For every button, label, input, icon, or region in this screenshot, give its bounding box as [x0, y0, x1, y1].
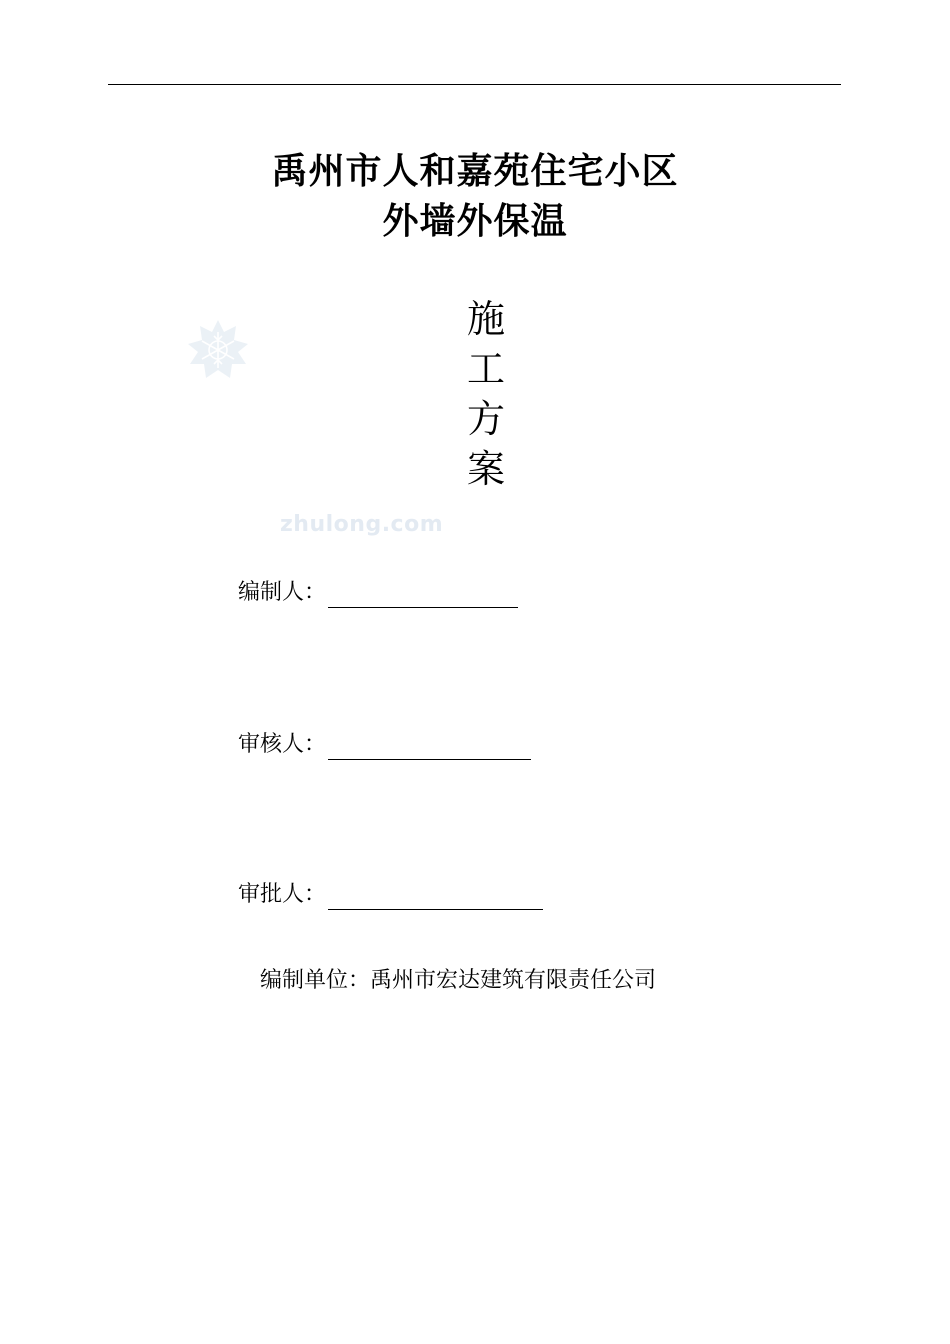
signature-label: 审核人： — [238, 732, 327, 757]
signature-approver — [238, 880, 543, 910]
header-rule — [108, 84, 841, 85]
signature-line — [328, 885, 543, 910]
document-title — [0, 146, 950, 246]
signature-line — [328, 583, 518, 608]
vertical-title — [458, 294, 514, 494]
watermark-text: zhulong.com — [280, 512, 444, 537]
signature-label: 审批人： — [238, 882, 327, 907]
unit-name: 禹州市宏达建筑有限责任公司 — [370, 968, 657, 993]
vertical-title-char: 工 — [466, 347, 505, 391]
title-line-1: 禹州市人和嘉苑住宅小区 — [271, 150, 679, 192]
vertical-title-char: 施 — [466, 297, 505, 341]
title-line-2: 外墙外保温 — [382, 200, 568, 242]
signature-reviewer — [238, 730, 531, 760]
vertical-title-char: 案 — [466, 447, 505, 491]
compiling-unit — [260, 966, 656, 996]
signature-label: 编制人： — [238, 580, 327, 605]
signature-line — [328, 735, 531, 760]
unit-label: 编制单位： — [260, 968, 371, 993]
snowflake-logo-icon — [186, 318, 250, 382]
signature-compiler — [238, 578, 518, 608]
vertical-title-char: 方 — [466, 397, 505, 441]
